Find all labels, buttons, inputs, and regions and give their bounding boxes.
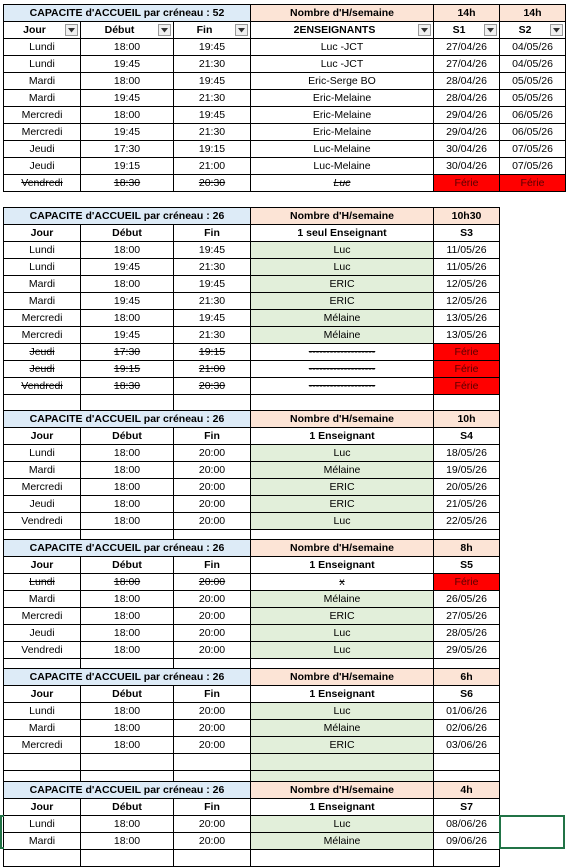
capacity-title[interactable]: CAPACITE d'ACCUEIL par créneau : 26 <box>3 539 251 557</box>
cell-jour[interactable]: Mardi <box>3 719 81 737</box>
cell-fin[interactable]: 19:15 <box>173 343 251 361</box>
cell-enseignant[interactable]: Luc <box>250 174 434 192</box>
cell-jour[interactable]: Lundi <box>3 815 81 833</box>
cell-jour[interactable]: Mercredi <box>3 106 81 124</box>
hours-label[interactable]: Nombre d'H/semaine <box>250 539 434 557</box>
cell-date[interactable]: 06/05/26 <box>499 106 566 124</box>
cell-fin[interactable]: 20:00 <box>173 719 251 737</box>
cell-holiday[interactable]: Férie <box>433 360 500 378</box>
cell-enseignant[interactable]: ------------------- <box>250 360 434 378</box>
cell-jour[interactable]: Lundi <box>3 55 81 73</box>
cell-debut[interactable]: 18:30 <box>80 174 174 192</box>
cell-enseignant[interactable]: Luc <box>250 258 434 276</box>
cell-date[interactable]: 28/04/26 <box>433 72 500 90</box>
cell-date[interactable]: 11/05/26 <box>433 258 500 276</box>
filter-dropdown-icon[interactable] <box>418 24 431 36</box>
cell-date[interactable]: 07/05/26 <box>499 140 566 158</box>
cell-debut[interactable]: 18:00 <box>80 241 174 259</box>
cell-jour[interactable]: Vendredi <box>3 512 81 530</box>
cell-fin[interactable]: 20:00 <box>173 478 251 496</box>
cell-fin[interactable]: 21:30 <box>173 123 251 141</box>
cell-debut[interactable]: 18:00 <box>80 702 174 720</box>
cell-enseignant[interactable]: Mélaine <box>250 309 434 327</box>
column-header-label: Jour <box>23 23 46 36</box>
cell-date[interactable]: 01/06/26 <box>433 702 500 720</box>
cell-debut[interactable]: 17:30 <box>80 140 174 158</box>
column-header[interactable]: S7 <box>433 798 500 816</box>
column-header-label: 2ENSEIGNANTS <box>293 23 376 36</box>
cell-fin[interactable]: 20:00 <box>173 512 251 530</box>
cell-enseignant[interactable]: Luc <box>250 641 434 659</box>
cell-debut[interactable]: 19:45 <box>80 292 174 310</box>
cell-jour[interactable]: Mercredi <box>3 326 81 344</box>
column-header[interactable]: Début <box>80 556 174 574</box>
cell-date[interactable]: 12/05/26 <box>433 275 500 293</box>
cell-empty[interactable] <box>3 753 81 771</box>
cell-date[interactable]: 04/05/26 <box>499 55 566 73</box>
cell-fin[interactable]: 20:00 <box>173 573 251 591</box>
cell-enseignant[interactable]: Luc <box>250 815 434 833</box>
cell-debut[interactable]: 18:00 <box>80 512 174 530</box>
column-header-label: Début <box>104 23 135 36</box>
column-header[interactable]: S5 <box>433 556 500 574</box>
hours-label[interactable]: Nombre d'H/semaine <box>250 207 434 225</box>
capacity-title[interactable]: CAPACITE d'ACCUEIL par créneau : 26 <box>3 781 251 799</box>
cell-debut[interactable]: 19:45 <box>80 258 174 276</box>
cell-debut[interactable]: 18:00 <box>80 72 174 90</box>
column-header[interactable]: Fin <box>173 685 251 703</box>
cell-enseignant[interactable]: Luc-Melaine <box>250 157 434 175</box>
cell-fin[interactable]: 21:00 <box>173 360 251 378</box>
cell-debut[interactable]: 18:00 <box>80 478 174 496</box>
cell-jour[interactable]: Jeudi <box>3 495 81 513</box>
cell-holiday[interactable]: Férie <box>433 343 500 361</box>
column-header-label: S1 <box>452 23 466 36</box>
column-header[interactable]: 1 Enseignant <box>250 556 434 574</box>
cell-date[interactable]: 04/05/26 <box>499 38 566 56</box>
cell-fin[interactable]: 20:00 <box>173 832 251 850</box>
cell-debut[interactable]: 18:00 <box>80 624 174 642</box>
cell-debut[interactable]: 18:00 <box>80 275 174 293</box>
cell-date[interactable]: 30/04/26 <box>433 157 500 175</box>
hours-label[interactable]: Nombre d'H/semaine <box>250 4 434 22</box>
cell-date[interactable]: 07/05/26 <box>499 157 566 175</box>
cell-date[interactable]: 08/06/26 <box>433 815 500 833</box>
column-header[interactable] <box>250 21 434 39</box>
cell-enseignant[interactable]: ERIC <box>250 292 434 310</box>
cell-holiday[interactable]: Férie <box>499 174 566 192</box>
cell-enseignant[interactable]: Mélaine <box>250 719 434 737</box>
cell-date[interactable]: 28/04/26 <box>433 89 500 107</box>
column-header[interactable]: S4 <box>433 427 500 445</box>
cell-jour[interactable]: Jeudi <box>3 157 81 175</box>
cell-debut[interactable]: 19:15 <box>80 360 174 378</box>
cell-debut[interactable]: 18:00 <box>80 641 174 659</box>
column-header[interactable] <box>3 21 81 39</box>
selection-edge-marker <box>0 815 4 849</box>
cell-holiday[interactable]: Férie <box>433 174 500 192</box>
column-header[interactable]: Jour <box>3 556 81 574</box>
capacity-title[interactable]: CAPACITE d'ACCUEIL par créneau : 26 <box>3 207 251 225</box>
cell-fin[interactable]: 21:00 <box>173 157 251 175</box>
cell-enseignant[interactable]: Eric-Melaine <box>250 123 434 141</box>
weekly-hours-value[interactable]: 6h <box>433 668 500 686</box>
cell-fin[interactable]: 20:00 <box>173 702 251 720</box>
cell-fin[interactable]: 21:30 <box>173 292 251 310</box>
cell-fin[interactable]: 21:30 <box>173 326 251 344</box>
column-header[interactable]: 1 Enseignant <box>250 685 434 703</box>
cell-fin[interactable]: 19:45 <box>173 72 251 90</box>
cell-date[interactable]: 30/04/26 <box>433 140 500 158</box>
cell-empty[interactable] <box>250 849 434 867</box>
weekly-hours-value[interactable]: 8h <box>433 539 500 557</box>
cell-date[interactable]: 29/04/26 <box>433 106 500 124</box>
cell-date[interactable]: 19/05/26 <box>433 461 500 479</box>
cell-fin[interactable]: 20:00 <box>173 590 251 608</box>
cell-date[interactable]: 22/05/26 <box>433 512 500 530</box>
cell-jour[interactable]: Mardi <box>3 461 81 479</box>
column-header[interactable]: Fin <box>173 224 251 242</box>
cell-enseignant[interactable]: Luc <box>250 444 434 462</box>
cell-enseignant[interactable]: Luc -JCT <box>250 55 434 73</box>
cell-fin[interactable]: 19:45 <box>173 38 251 56</box>
cell-enseignant[interactable]: x <box>250 573 434 591</box>
cell-debut[interactable]: 19:45 <box>80 55 174 73</box>
column-header[interactable]: Début <box>80 798 174 816</box>
cell-date[interactable]: 29/05/26 <box>433 641 500 659</box>
cell-jour[interactable]: Mardi <box>3 590 81 608</box>
cell-enseignant[interactable]: Mélaine <box>250 832 434 850</box>
cell-jour[interactable]: Vendredi <box>3 641 81 659</box>
filter-dropdown-icon[interactable] <box>484 24 497 36</box>
cell-debut[interactable]: 19:45 <box>80 89 174 107</box>
cell-fin[interactable]: 20:00 <box>173 736 251 754</box>
cell-empty[interactable] <box>173 753 251 771</box>
cell-fin[interactable]: 20:00 <box>173 461 251 479</box>
cell-fin[interactable]: 19:45 <box>173 275 251 293</box>
cell-fin[interactable]: 21:30 <box>173 55 251 73</box>
column-header[interactable]: Jour <box>3 224 81 242</box>
cell-date[interactable]: 13/05/26 <box>433 309 500 327</box>
cell-jour[interactable]: Mercredi <box>3 123 81 141</box>
cell-empty[interactable] <box>80 753 174 771</box>
cell-jour[interactable]: Mercredi <box>3 736 81 754</box>
cell-enseignant[interactable]: Luc-Melaine <box>250 140 434 158</box>
cell-date[interactable]: 18/05/26 <box>433 444 500 462</box>
cell-fin[interactable]: 19:45 <box>173 241 251 259</box>
cell-debut[interactable]: 18:00 <box>80 444 174 462</box>
cell-debut[interactable]: 17:30 <box>80 343 174 361</box>
column-header[interactable]: 1 Enseignant <box>250 427 434 445</box>
cell-jour[interactable]: Mardi <box>3 89 81 107</box>
cell-debut[interactable]: 18:00 <box>80 832 174 850</box>
cell-date[interactable]: 02/06/26 <box>433 719 500 737</box>
column-header[interactable]: Jour <box>3 798 81 816</box>
cell-empty[interactable] <box>3 849 81 867</box>
cell-debut[interactable]: 18:00 <box>80 573 174 591</box>
cell-fin[interactable]: 20:30 <box>173 174 251 192</box>
weekly-hours-value[interactable]: 14h <box>433 4 500 22</box>
cell-jour[interactable]: Mercredi <box>3 607 81 625</box>
cell-fin[interactable]: 19:15 <box>173 140 251 158</box>
cell-jour[interactable]: Jeudi <box>3 624 81 642</box>
cell-holiday[interactable]: Férie <box>433 377 500 395</box>
cell-debut[interactable]: 18:00 <box>80 495 174 513</box>
cell-fin[interactable]: 20:00 <box>173 495 251 513</box>
cell-jour[interactable]: Lundi <box>3 38 81 56</box>
cell-jour[interactable]: Lundi <box>3 444 81 462</box>
column-header[interactable]: Fin <box>173 427 251 445</box>
cell-enseignant[interactable]: Mélaine <box>250 326 434 344</box>
cell-empty[interactable] <box>433 849 500 867</box>
column-header[interactable]: Début <box>80 685 174 703</box>
cell-jour[interactable]: Jeudi <box>3 360 81 378</box>
cell-date[interactable]: 21/05/26 <box>433 495 500 513</box>
column-header-label: S2 <box>518 23 532 36</box>
column-header[interactable] <box>433 21 500 39</box>
cell-date[interactable]: 28/05/26 <box>433 624 500 642</box>
filter-dropdown-icon[interactable] <box>158 24 171 36</box>
column-header[interactable]: 1 seul Enseignant <box>250 224 434 242</box>
cell-date[interactable]: 05/05/26 <box>499 89 566 107</box>
cell-enseignant[interactable]: Eric-Melaine <box>250 89 434 107</box>
cell-fin[interactable]: 21:30 <box>173 258 251 276</box>
cell-debut[interactable]: 18:00 <box>80 815 174 833</box>
cell-empty[interactable] <box>433 753 500 771</box>
cell-fin[interactable]: 20:30 <box>173 377 251 395</box>
cell-debut[interactable]: 18:30 <box>80 377 174 395</box>
column-header[interactable]: S6 <box>433 685 500 703</box>
cell-enseignant[interactable]: ------------------- <box>250 343 434 361</box>
cell-jour[interactable]: Mardi <box>3 292 81 310</box>
capacity-title[interactable]: CAPACITE d'ACCUEIL par créneau : 52 <box>3 4 251 22</box>
cell-date[interactable]: 27/04/26 <box>433 55 500 73</box>
hours-label[interactable]: Nombre d'H/semaine <box>250 668 434 686</box>
cell-enseignant[interactable]: Luc <box>250 512 434 530</box>
cell-jour[interactable]: Lundi <box>3 702 81 720</box>
cell-jour[interactable]: Lundi <box>3 573 81 591</box>
cell-enseignant[interactable]: ERIC <box>250 478 434 496</box>
cell-jour[interactable]: Lundi <box>3 241 81 259</box>
cell-enseignant[interactable]: Eric-Melaine <box>250 106 434 124</box>
cell-debut[interactable]: 18:00 <box>80 719 174 737</box>
cell-date[interactable]: 13/05/26 <box>433 326 500 344</box>
cell-enseignant[interactable]: ERIC <box>250 275 434 293</box>
cell-date[interactable]: 27/05/26 <box>433 607 500 625</box>
column-header[interactable]: Jour <box>3 427 81 445</box>
cell-date[interactable]: 12/05/26 <box>433 292 500 310</box>
cell-enseignant[interactable]: ERIC <box>250 736 434 754</box>
cell-holiday[interactable]: Férie <box>433 573 500 591</box>
cell-jour[interactable]: Mercredi <box>3 309 81 327</box>
weekly-hours-value[interactable]: 4h <box>433 781 500 799</box>
cell-fin[interactable]: 19:45 <box>173 309 251 327</box>
cell-enseignant[interactable]: ERIC <box>250 495 434 513</box>
cell-enseignant[interactable]: Mélaine <box>250 461 434 479</box>
cell-date[interactable]: 27/04/26 <box>433 38 500 56</box>
cell-empty[interactable] <box>250 753 434 771</box>
cell-date[interactable]: 03/06/26 <box>433 736 500 754</box>
column-header[interactable] <box>173 21 251 39</box>
cell-date[interactable]: 05/05/26 <box>499 72 566 90</box>
cell-empty[interactable] <box>80 849 174 867</box>
cell-fin[interactable]: 20:00 <box>173 607 251 625</box>
column-header[interactable]: Début <box>80 224 174 242</box>
cell-enseignant[interactable]: Mélaine <box>250 590 434 608</box>
cell-enseignant[interactable]: Luc <box>250 624 434 642</box>
cell-fin[interactable]: 21:30 <box>173 89 251 107</box>
cell-date[interactable]: 11/05/26 <box>433 241 500 259</box>
cell-debut[interactable]: 18:00 <box>80 106 174 124</box>
cell-debut[interactable]: 19:15 <box>80 157 174 175</box>
cell-enseignant[interactable]: Eric-Serge BO <box>250 72 434 90</box>
cell-jour[interactable]: Lundi <box>3 258 81 276</box>
active-cell-selection[interactable] <box>499 815 565 849</box>
column-header[interactable] <box>499 21 566 39</box>
filter-dropdown-icon[interactable] <box>235 24 248 36</box>
cell-jour[interactable]: Mardi <box>3 832 81 850</box>
cell-jour[interactable]: Jeudi <box>3 140 81 158</box>
column-header[interactable] <box>80 21 174 39</box>
cell-jour[interactable]: Mardi <box>3 72 81 90</box>
filter-dropdown-icon[interactable] <box>65 24 78 36</box>
cell-enseignant[interactable]: Luc -JCT <box>250 38 434 56</box>
column-header-label: Fin <box>196 23 213 36</box>
cell-date[interactable]: 09/06/26 <box>433 832 500 850</box>
column-header[interactable]: Jour <box>3 685 81 703</box>
cell-enseignant[interactable]: Luc <box>250 241 434 259</box>
cell-jour[interactable]: Mardi <box>3 275 81 293</box>
cell-enseignant[interactable]: ------------------- <box>250 377 434 395</box>
cell-debut[interactable]: 18:00 <box>80 736 174 754</box>
cell-jour[interactable]: Vendredi <box>3 377 81 395</box>
cell-enseignant[interactable]: ERIC <box>250 607 434 625</box>
cell-enseignant[interactable]: Luc <box>250 702 434 720</box>
column-header[interactable]: 1 Enseignant <box>250 798 434 816</box>
column-header[interactable]: Fin <box>173 556 251 574</box>
hours-label[interactable]: Nombre d'H/semaine <box>250 410 434 428</box>
cell-fin[interactable]: 19:45 <box>173 106 251 124</box>
cell-date[interactable]: 26/05/26 <box>433 590 500 608</box>
hours-label[interactable]: Nombre d'H/semaine <box>250 781 434 799</box>
cell-fin[interactable]: 20:00 <box>173 444 251 462</box>
cell-fin[interactable]: 20:00 <box>173 624 251 642</box>
cell-empty[interactable] <box>173 849 251 867</box>
cell-jour[interactable]: Vendredi <box>3 174 81 192</box>
capacity-title[interactable]: CAPACITE d'ACCUEIL par créneau : 26 <box>3 668 251 686</box>
cell-debut[interactable]: 19:45 <box>80 326 174 344</box>
column-header[interactable]: S3 <box>433 224 500 242</box>
weekly-hours-value[interactable]: 14h <box>499 4 566 22</box>
cell-date[interactable]: 06/05/26 <box>499 123 566 141</box>
weekly-hours-value[interactable]: 10h30 <box>433 207 500 225</box>
cell-debut[interactable]: 18:00 <box>80 607 174 625</box>
filter-dropdown-icon[interactable] <box>550 24 563 36</box>
column-header[interactable]: Fin <box>173 798 251 816</box>
cell-jour[interactable]: Mercredi <box>3 478 81 496</box>
cell-date[interactable]: 29/04/26 <box>433 123 500 141</box>
cell-debut[interactable]: 18:00 <box>80 309 174 327</box>
cell-debut[interactable]: 18:00 <box>80 38 174 56</box>
cell-fin[interactable]: 20:00 <box>173 815 251 833</box>
cell-jour[interactable]: Jeudi <box>3 343 81 361</box>
weekly-hours-value[interactable]: 10h <box>433 410 500 428</box>
cell-fin[interactable]: 20:00 <box>173 641 251 659</box>
cell-debut[interactable]: 18:00 <box>80 590 174 608</box>
cell-debut[interactable]: 19:45 <box>80 123 174 141</box>
cell-debut[interactable]: 18:00 <box>80 461 174 479</box>
column-header[interactable]: Début <box>80 427 174 445</box>
capacity-title[interactable]: CAPACITE d'ACCUEIL par créneau : 26 <box>3 410 251 428</box>
cell-date[interactable]: 20/05/26 <box>433 478 500 496</box>
